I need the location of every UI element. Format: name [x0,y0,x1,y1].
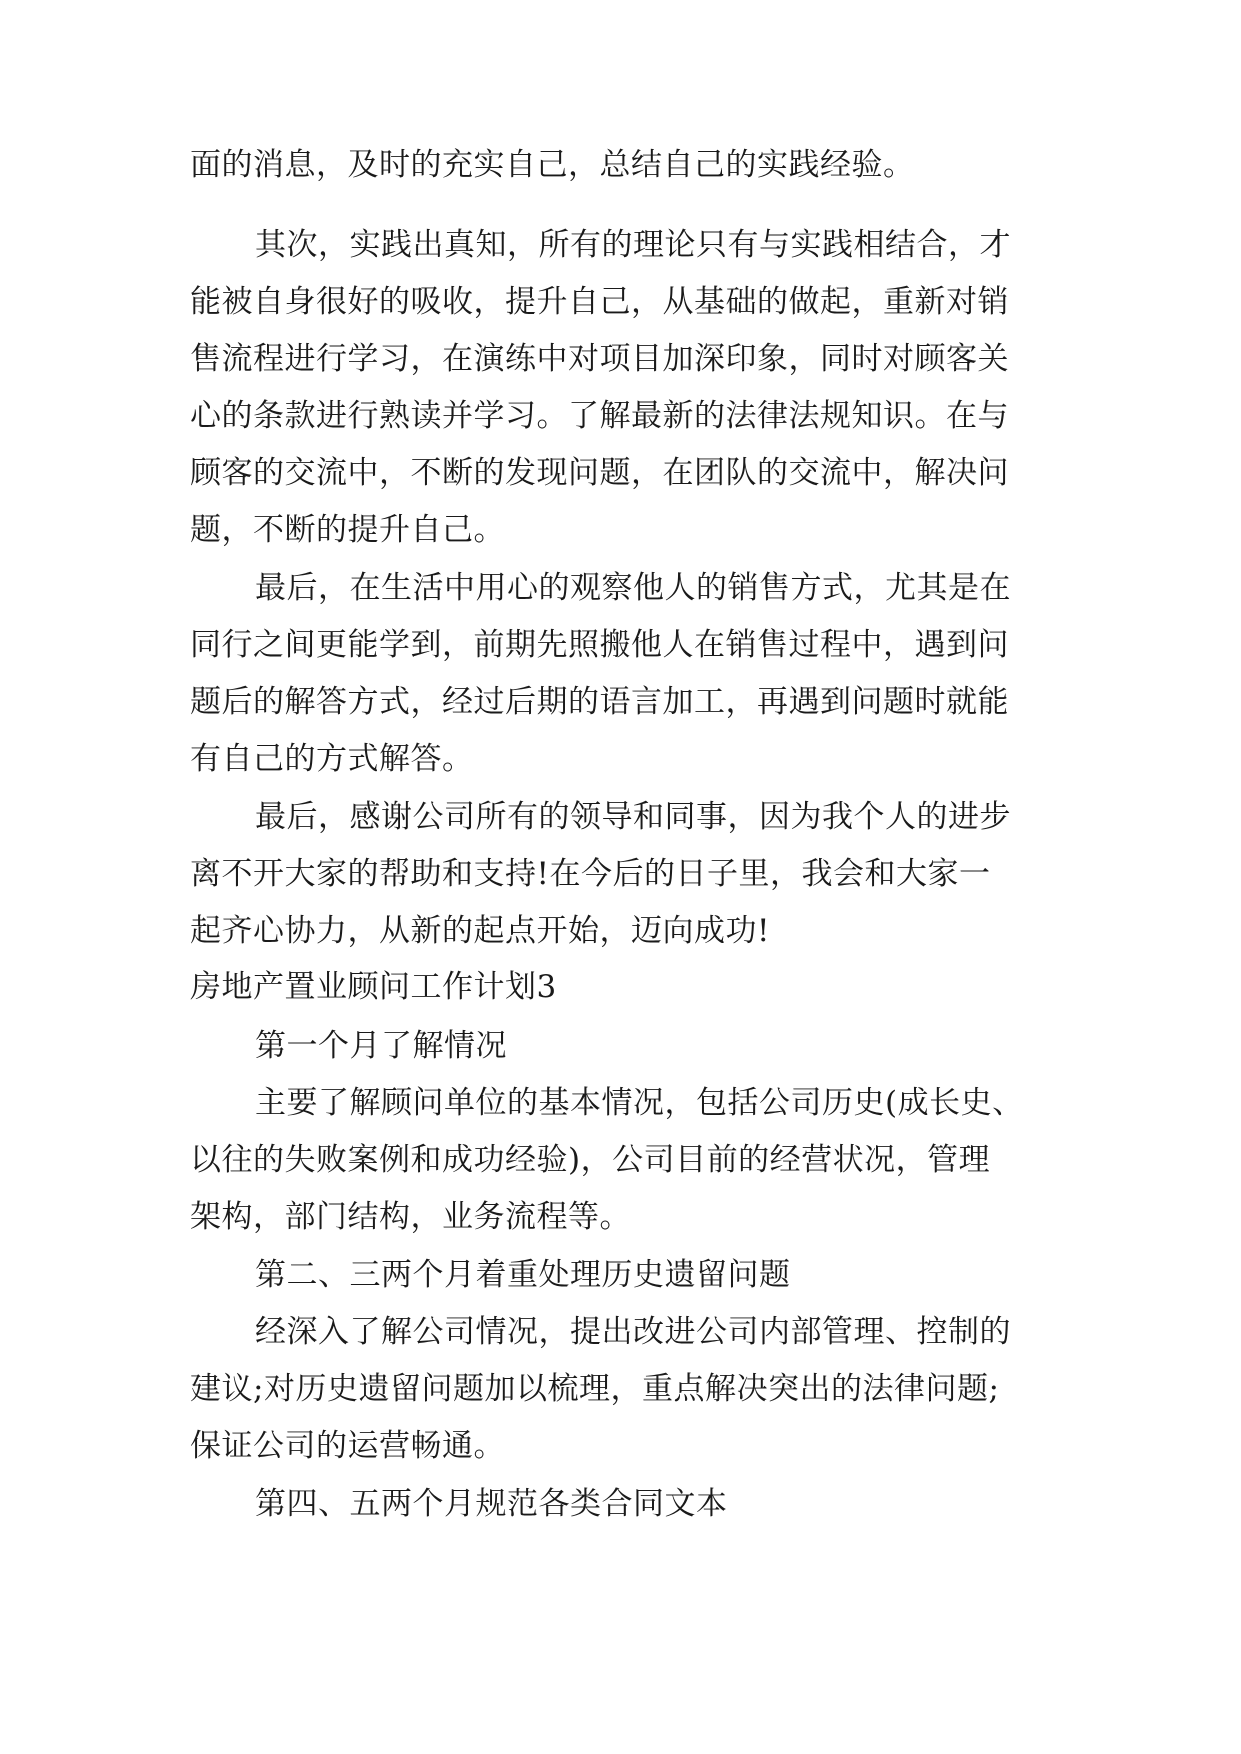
text-line: 同行之间更能学到，前期先照搬他人在销售过程中，遇到问 [190,627,1009,663]
text-line: 架构，部门结构，业务流程等。 [190,1199,631,1235]
text-line: 最后，感谢公司所有的领导和同事，因为我个人的进步 [255,799,1011,835]
text-line: 最后，在生活中用心的观察他人的销售方式，尤其是在 [255,570,1011,606]
text-line: 题后的解答方式，经过后期的语言加工，再遇到问题时就能 [190,684,1009,720]
subsection-heading: 第四、五两个月规范各类合同文本 [255,1486,728,1522]
text-line: 起齐心协力，从新的起点开始，迈向成功! [190,913,770,949]
text-line: 顾客的交流中，不断的发现问题，在团队的交流中，解决问 [190,455,1009,491]
text-line: 其次，实践出真知，所有的理论只有与实践相结合，才 [255,227,1011,263]
text-line: 售流程进行学习，在演练中对项目加深印象，同时对顾客关 [190,341,1009,377]
text-line: 心的条款进行熟读并学习。了解最新的法律法规知识。在与 [190,398,1009,434]
section-heading: 房地产置业顾问工作计划3 [190,969,557,1005]
text-line: 有自己的方式解答。 [190,741,474,777]
text-line: 题，不断的提升自己。 [190,512,505,548]
text-line: 能被自身很好的吸收，提升自己，从基础的做起，重新对销 [190,284,1009,320]
text-line: 主要了解顾问单位的基本情况，包括公司历史(成长史、 [255,1085,1024,1121]
text-line: 经深入了解公司情况，提出改进公司内部管理、控制的 [255,1314,1011,1350]
subsection-heading: 第一个月了解情况 [255,1028,507,1064]
subsection-heading: 第二、三两个月着重处理历史遗留问题 [255,1257,791,1293]
text-line: 面的消息，及时的充实自己，总结自己的实践经验。 [190,147,915,183]
text-line: 离不开大家的帮助和支持!在今后的日子里，我会和大家一 [190,856,991,892]
text-line: 保证公司的运营畅通。 [190,1428,505,1464]
text-line: 以往的失败案例和成功经验)，公司目前的经营状况，管理 [190,1142,991,1178]
text-line: 建议;对历史遗留问题加以梳理，重点解决突出的法律问题; [190,1371,1000,1407]
